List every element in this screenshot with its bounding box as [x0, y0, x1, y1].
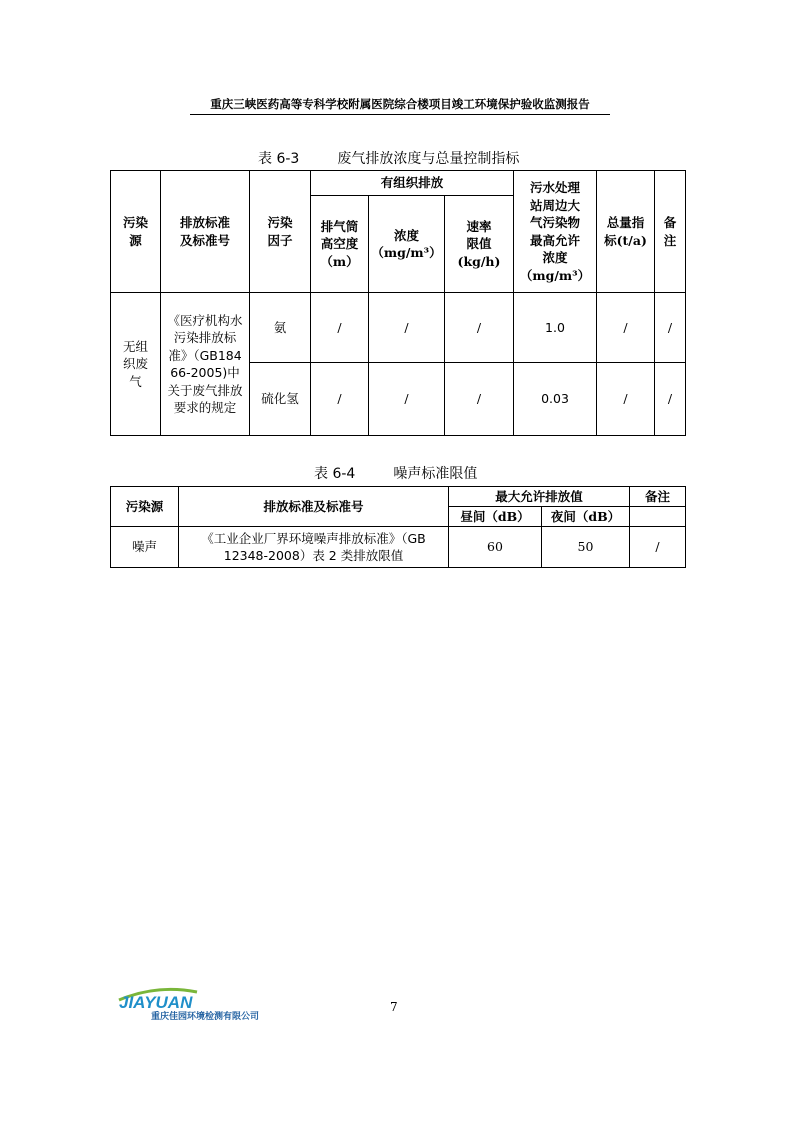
table2-caption-title: 噪声标准限值: [393, 466, 478, 482]
table1-caption: [258, 148, 519, 168]
table1-caption-title: 废气排放浓度与总量控制指标: [337, 151, 520, 167]
noise-night-cell: 50: [542, 527, 630, 568]
table2-caption-number: 表 6-4: [314, 466, 356, 482]
header-factor: 污染因子: [250, 171, 311, 293]
noise-header-night: 夜间（dB）: [542, 507, 630, 527]
noise-header-day: 昼间（dB）: [449, 507, 542, 527]
remark-cell: /: [655, 363, 686, 436]
noise-header-source: 污染源: [111, 487, 179, 527]
remark-cell: /: [655, 293, 686, 363]
factor-cell: 硫化氢: [250, 363, 311, 436]
noise-source-cell: 噪声: [111, 527, 179, 568]
logo-text: JIAYUAN: [119, 993, 193, 1012]
table-6-3: [110, 170, 686, 436]
source-cell: 无组织废气: [111, 293, 161, 436]
header-standard: 排放标准及标准号: [161, 171, 250, 293]
header-organized: 有组织排放: [311, 171, 514, 196]
noise-header-remark: 备注: [630, 487, 686, 507]
company-logo: [117, 986, 287, 1022]
noise-day-cell: 60: [449, 527, 542, 568]
header-total: 总量指标(t/a): [597, 171, 655, 293]
station-cell: 0.03: [514, 363, 597, 436]
standard-cell: 《医疗机构水污染排放标准》（GB18466-2005)中关于废气排放要求的规定: [161, 293, 250, 436]
company-name: 重庆佳园环境检测有限公司: [151, 1012, 260, 1022]
rate-cell: /: [445, 363, 514, 436]
report-header: 重庆三峡医药高等专科学校附属医院综合楼项目竣工环境保护验收监测报告: [190, 96, 610, 115]
noise-remark-cell: /: [630, 527, 686, 568]
noise-header-max: 最大允许排放值: [449, 487, 630, 507]
logo-graphic: [117, 986, 287, 1022]
header-stack-height: 排气筒高空度（m）: [311, 196, 369, 293]
header-source: 污染源: [111, 171, 161, 293]
header-station: 污水处理站周边大气污染物最高允许浓度 （mg/m³）: [514, 171, 597, 293]
stack-height-cell: /: [311, 363, 369, 436]
concentration-cell: /: [369, 363, 445, 436]
header-concentration: 浓度 （mg/m³）: [369, 196, 445, 293]
noise-standard-cell: 《工业企业厂界环境噪声排放标准》（GB 12348-2008）表 2 类排放限值: [179, 527, 449, 568]
noise-header-standard: 排放标准及标准号: [179, 487, 449, 527]
noise-header-remark-blank: [630, 507, 686, 527]
table1-caption-number: 表 6-3: [258, 151, 300, 167]
page-number: 7: [390, 1000, 398, 1014]
rate-cell: /: [445, 293, 514, 363]
stack-height-cell: /: [311, 293, 369, 363]
station-cell: 1.0: [514, 293, 597, 363]
concentration-cell: /: [369, 293, 445, 363]
header-remark: 备注: [655, 171, 686, 293]
total-cell: /: [597, 363, 655, 436]
table2-caption: [314, 463, 477, 483]
table-6-4: [110, 486, 686, 568]
total-cell: /: [597, 293, 655, 363]
factor-cell: 氨: [250, 293, 311, 363]
header-rate: 速率限值 (kg/h): [445, 196, 514, 293]
